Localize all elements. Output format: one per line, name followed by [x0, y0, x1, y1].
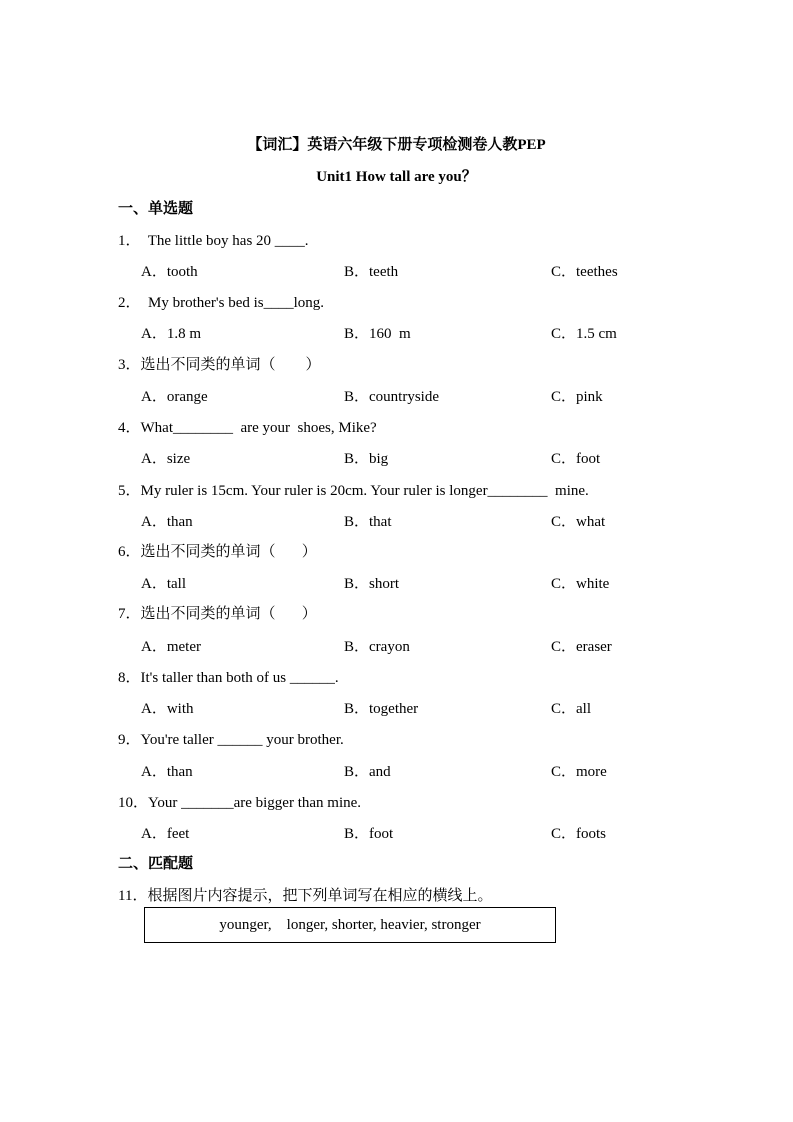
- question-5-option-b[interactable]: B．that: [344, 514, 392, 530]
- question-2-option-a[interactable]: A．1.8 m: [141, 326, 202, 342]
- question-1-option-b[interactable]: B．teeth: [344, 264, 399, 280]
- question-1-option-a[interactable]: A．tooth: [141, 264, 198, 280]
- question-6-option-c[interactable]: C．white: [551, 576, 610, 592]
- question-4-option-b[interactable]: B．big: [344, 451, 389, 467]
- question-3-option-c[interactable]: C．pink: [551, 389, 603, 405]
- question-6-option-b[interactable]: B．short: [344, 576, 400, 592]
- question-7-option-c[interactable]: C．eraser: [551, 639, 612, 655]
- question-10: 10．Your _______are bigger than mine.: [118, 795, 362, 811]
- question-8-option-c[interactable]: C．all: [551, 701, 591, 717]
- question-4: 4．What________ are your shoes, Mike?: [118, 420, 377, 436]
- question-9-option-a[interactable]: A．than: [141, 764, 193, 780]
- page-title: 【词汇】英语六年级下册专项检测卷人教PEP: [247, 137, 546, 153]
- question-1-option-c[interactable]: C．teethes: [551, 264, 618, 280]
- question-7-option-b[interactable]: B．crayon: [344, 639, 410, 655]
- question-3-option-a[interactable]: A．orange: [141, 389, 208, 405]
- question-2: 2． My brother's bed is____long.: [118, 295, 325, 311]
- question-9: 9．You're taller ______ your brother.: [118, 732, 344, 748]
- question-1: 1． The little boy has 20 ____.: [118, 233, 309, 249]
- section-heading-matching: 二、匹配题: [118, 856, 194, 872]
- question-6-option-a[interactable]: A．tall: [141, 576, 186, 592]
- question-8: 8．It's taller than both of us ______.: [118, 670, 339, 686]
- question-3: 3．选出不同类的单词（ ）: [118, 357, 321, 373]
- question-2-option-c[interactable]: C．1.5 cm: [551, 326, 617, 342]
- question-8-option-b[interactable]: B．together: [344, 701, 419, 717]
- question-6: 6．选出不同类的单词（ ）: [118, 544, 317, 560]
- question-7-option-a[interactable]: A．meter: [141, 639, 201, 655]
- question-7: 7．选出不同类的单词（ ）: [118, 606, 317, 622]
- question-4-option-c[interactable]: C．foot: [551, 451, 601, 467]
- question-10-option-c[interactable]: C．foots: [551, 826, 607, 842]
- question-11: 11．根据图片内容提示，把下列单词写在相应的横线上。: [118, 888, 493, 904]
- question-4-option-a[interactable]: A．size: [141, 451, 191, 467]
- section-heading-multiple-choice: 一、单选题: [118, 201, 194, 217]
- word-bank-box: younger, longer, shorter, heavier, stronger: [144, 907, 556, 943]
- question-8-option-a[interactable]: A．with: [141, 701, 194, 717]
- question-5: 5．My ruler is 15cm. Your ruler is 20cm. Your ruler is longer________ mine.: [118, 483, 589, 499]
- question-10-option-b[interactable]: B．foot: [344, 826, 394, 842]
- question-9-option-c[interactable]: C．more: [551, 764, 607, 780]
- question-5-option-c[interactable]: C．what: [551, 514, 606, 530]
- question-2-option-b[interactable]: B．160 m: [344, 326, 411, 342]
- question-9-option-b[interactable]: B．and: [344, 764, 391, 780]
- question-10-option-a[interactable]: A．feet: [141, 826, 190, 842]
- question-5-option-a[interactable]: A．than: [141, 514, 193, 530]
- page-subtitle: Unit1 How tall are you？: [316, 169, 477, 185]
- question-3-option-b[interactable]: B．countryside: [344, 389, 439, 405]
